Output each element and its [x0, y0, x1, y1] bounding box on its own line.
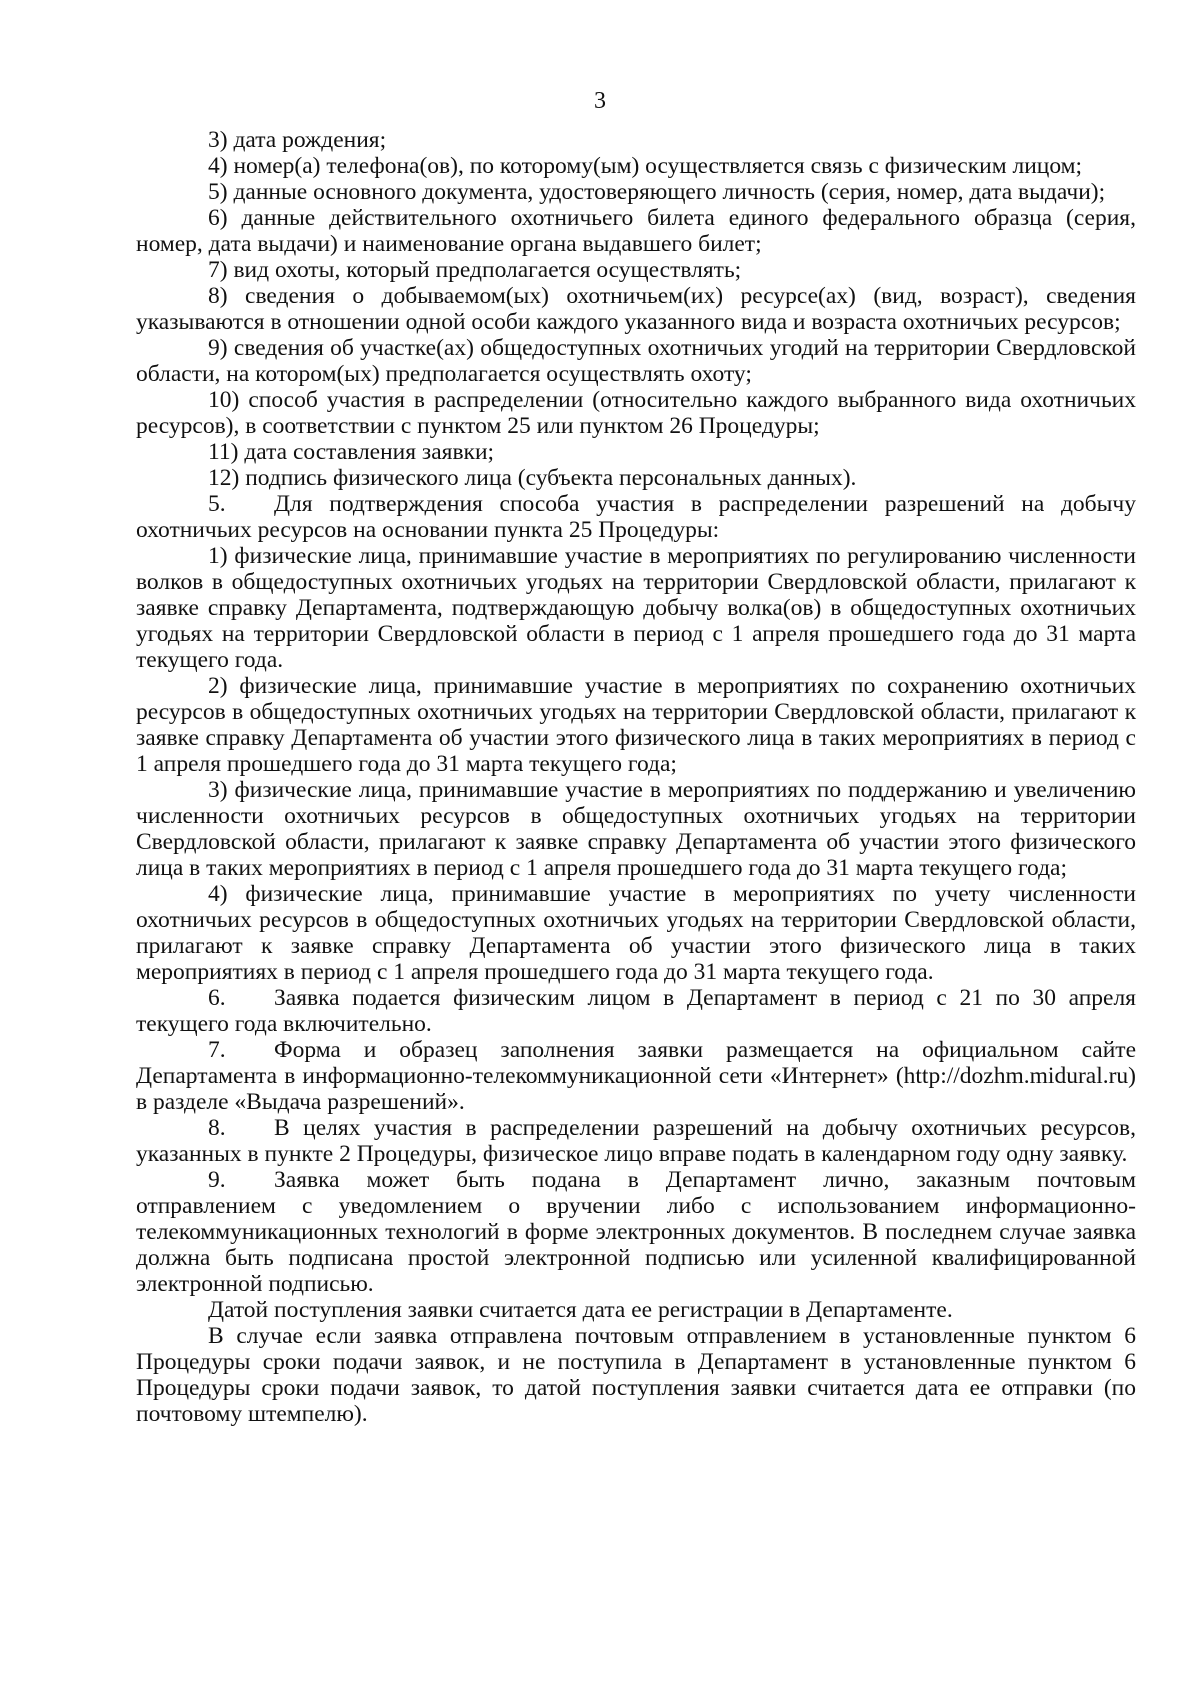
clause-number: 6. [208, 985, 226, 1011]
paragraph: 1) физические лица, принимавшие участие в мероприятиях по регулированию численности волков в общедоступных охотничьих угодьях на территории Свердловской области, прилагают к заявке справку Департамента, подтверждающую добычу волка(ов) в общедоступных охотничьих угодьях на территории Свердловской области в период с 1 апреля прошедшего года до 31 марта текущего года. [136, 543, 1136, 673]
clause-first-line: Для подтверждения способа участия в распределении разрешений на добычу [274, 491, 1136, 517]
paragraph: 5) данные основного документа, удостоверяющего личность (серия, номер, дата выдачи); [208, 179, 1106, 205]
clause-8 [136, 1115, 1136, 1167]
clause-first-line: Заявка подается физическим лицом в Департамент в период с 21 по 30 апреля [274, 985, 1136, 1011]
paragraph: 12) подпись физического лица (субъекта персональных данных). [208, 465, 857, 491]
clause-first-line: Заявка может быть подана в Департамент лично, заказным почтовым [274, 1167, 1136, 1193]
document-body [136, 127, 1136, 1427]
paragraph: 2) физические лица, принимавшие участие в мероприятиях по сохранению охотничьих ресурсов в общедоступных охотничьих угодьях на территории Свердловской области, прилагают к заявке справку Департамента об участии этого физического лица в таких мероприятиях в период с 1 апреля прошедшего года до 31 марта текущего года; [136, 673, 1136, 777]
paragraph: Датой поступления заявки считается дата ее регистрации в Департаменте. [208, 1297, 953, 1323]
paragraph: 4) номер(а) телефона(ов), по которому(ым) осуществляется связь с физическим лицом; [208, 153, 1083, 179]
paragraph: 8) сведения о добываемом(ых) охотничьем(их) ресурсе(ах) (вид, возраст), сведения указываются в отношении одной особи каждого указанного вида и возраста охотничьих ресурсов; [136, 283, 1136, 335]
clause-text: Департамента в информационно-телекоммуникационной сети «Интернет» (http://dozhm.midural.ru) в разделе «Выдача разрешений». [136, 1063, 1136, 1115]
clause-number: 8. [208, 1115, 226, 1141]
clause-7 [136, 1037, 1136, 1115]
paragraph: 4) физические лица, принимавшие участие в мероприятиях по учету численности охотничьих ресурсов в общедоступных охотничьих угодьях на территории Свердловской области, прилагают к заявке справку Департамента об участии этого физического лица в таких мероприятиях в период с 1 апреля прошедшего года до 31 марта текущего года. [136, 881, 1136, 985]
clause-number: 5. [208, 491, 226, 517]
paragraph: 11) дата составления заявки; [208, 439, 495, 465]
clause-9 [136, 1167, 1136, 1297]
paragraph: 9) сведения об участке(ах) общедоступных охотничьих угодий на территории Свердловской области, на котором(ых) предполагается осуществлять охоту; [136, 335, 1136, 387]
clause-text: текущего года включительно. [136, 1011, 432, 1037]
paragraph: 6) данные действительного охотничьего билета единого федерального образца (серия, номер, дата выдачи) и наименование органа выдавшего билет; [136, 205, 1136, 257]
clause-first-line: Форма и образец заполнения заявки размещается на официальном сайте [274, 1037, 1136, 1063]
clause-number: 7. [208, 1037, 226, 1063]
clause-5 [136, 491, 1136, 543]
paragraph: 7) вид охоты, который предполагается осуществлять; [208, 257, 742, 283]
clause-text: охотничьих ресурсов на основании пункта 25 Процедуры: [136, 517, 720, 543]
clause-text: отправлением с уведомлением о вручении либо с использованием информационно-телекоммуникационных технологий в форме электронных документов. В последнем случае заявка должна быть подписана простой электронной подписью или усиленной квалифицированной электронной подписью. [136, 1193, 1136, 1297]
paragraph: В случае если заявка отправлена почтовым отправлением в установленные пунктом 6 Процедуры сроки подачи заявок, и не поступила в Департамент в установленные пунктом 6 Процедуры сроки подачи заявок, то датой поступления заявки считается дата ее отправки (по почтовому штемпелю). [136, 1323, 1136, 1427]
page-number: 3 [594, 88, 606, 114]
paragraph: 10) способ участия в распределении (относительно каждого выбранного вида охотничьих ресурсов), в соответствии с пунктом 25 или пунктом 26 Процедуры; [136, 387, 1136, 439]
paragraph: 3) физические лица, принимавшие участие в мероприятиях по поддержанию и увеличению численности охотничьих ресурсов в общедоступных охотничьих угодьях на территории Свердловской области, прилагают к заявке справку Департамента об участии этого физического лица в таких мероприятиях в период с 1 апреля прошедшего года до 31 марта текущего года; [136, 777, 1136, 881]
clause-6 [136, 985, 1136, 1037]
clause-text: указанных в пункте 2 Процедуры, физическое лицо вправе подать в календарном году одну заявку. [136, 1141, 1128, 1167]
clause-number: 9. [208, 1167, 226, 1193]
clause-first-line: В целях участия в распределении разрешений на добычу охотничьих ресурсов, [274, 1115, 1136, 1141]
paragraph: 3) дата рождения; [208, 127, 387, 153]
